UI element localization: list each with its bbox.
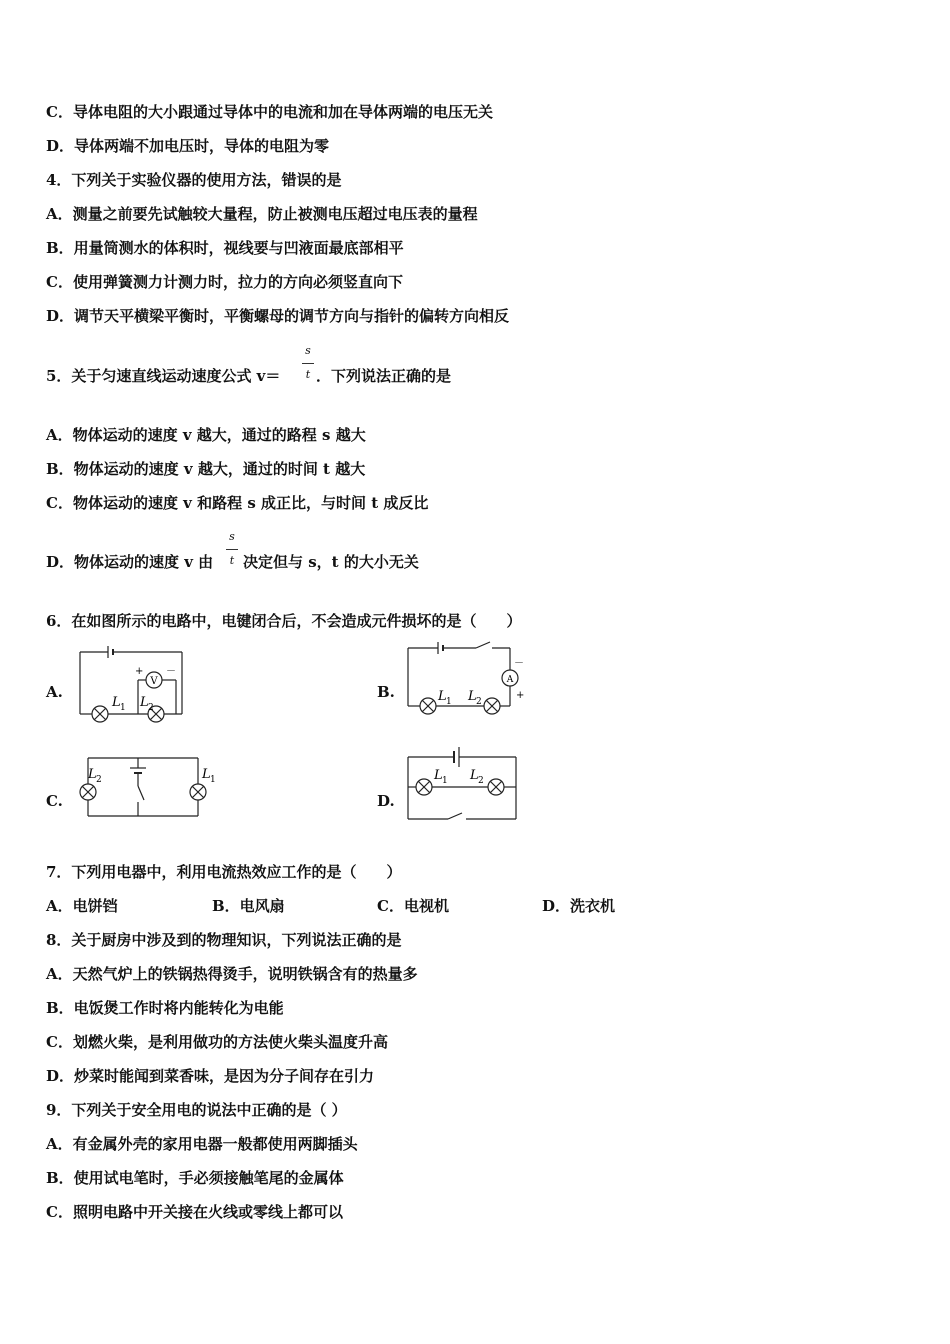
ammeter-label-b: A [506, 675, 514, 685]
lamp-l2-label-b: L [468, 689, 477, 704]
q5-stem-pre: 5．关于匀速直线运动速度公式 v＝ [46, 367, 281, 385]
lamp-l1-label-a: L [112, 695, 121, 710]
lamp-l2-label-c: L [88, 767, 97, 782]
lamp-l2-label-a: L [140, 695, 149, 710]
q5-frac-numerator: s [305, 344, 311, 357]
q5-option-c: C．物体运动的速度 v 和路程 s 成正比，与时间 t 成反比 [46, 494, 429, 512]
q7-option-b: B．电风扇 [212, 897, 285, 915]
q6-label-c: C. [46, 792, 63, 810]
minus-sign-b: － [514, 658, 524, 669]
lamp-l2-sub-a: 2 [148, 703, 154, 713]
q5-stem-post: ．下列说法正确的是 [316, 367, 452, 385]
q8-option-b: B．电饭煲工作时将内能转化为电能 [46, 999, 284, 1017]
q9-option-c: C．照明电路中开关接在火线或零线上都可以 [46, 1203, 343, 1221]
voltmeter-label-a: V [150, 676, 158, 687]
q3-option-c: C．导体电阻的大小跟通过导体中的电流和加在导体两端的电压无关 [46, 103, 493, 121]
plus-sign-a: + [135, 666, 144, 677]
lamp-l1-label-c: L [202, 767, 211, 782]
lamp-l1-sub-a: 1 [120, 703, 126, 713]
lamp-l1-label-b: L [438, 689, 447, 704]
minus-sign-a: － [166, 666, 176, 677]
q7-option-c: C．电视机 [377, 897, 449, 915]
lamp-l1-label-d: L [434, 768, 443, 783]
q5-frac-bar [302, 363, 314, 364]
lamp-l1-sub-d: 1 [442, 776, 448, 786]
q9-stem: 9．下列关于安全用电的说法中正确的是（ ） [46, 1101, 347, 1119]
lamp-l2-label-d: L [470, 768, 479, 783]
q4-stem: 4．下列关于实验仪器的使用方法，错误的是 [46, 171, 342, 189]
q6-label-b: B. [377, 683, 395, 701]
q8-stem: 8．关于厨房中涉及到的物理知识，下列说法正确的是 [46, 931, 402, 949]
q6-stem: 6．在如图所示的电路中，电键闭合后，不会造成元件损坏的是（ ） [46, 612, 522, 630]
circuit-diagram-b [402, 640, 532, 720]
circuit-diagram-c [72, 752, 232, 824]
q9-option-a: A．有金属外壳的家用电器一般都使用两脚插头 [46, 1135, 358, 1153]
lamp-l1-sub-c: 1 [210, 775, 216, 785]
q7-option-d: D．洗衣机 [542, 897, 616, 915]
q9-option-b: B．使用试电笔时，手必须接触笔尾的金属体 [46, 1169, 344, 1187]
q5d-frac-numerator: s [229, 530, 235, 543]
lamp-l1-sub-b: 1 [446, 697, 452, 707]
plus-sign-b: + [516, 690, 525, 701]
q7-option-a: A．电饼铛 [46, 897, 118, 915]
q5-option-d-post: 决定但与 s，t 的大小无关 [243, 553, 419, 571]
q5-option-d-pre: D．物体运动的速度 v 由 [46, 553, 214, 571]
circuit-diagram-d [402, 745, 527, 825]
lamp-l2-sub-d: 2 [478, 776, 484, 786]
q8-option-d: D．炒菜时能闻到菜香味，是因为分子间存在引力 [46, 1067, 375, 1085]
circuit-diagram-a [72, 646, 192, 726]
q4-option-b: B．用量筒测水的体积时，视线要与凹液面最底部相平 [46, 239, 404, 257]
q7-stem: 7．下列用电器中，利用电流热效应工作的是（ ） [46, 863, 402, 881]
q4-option-d: D．调节天平横梁平衡时，平衡螺母的调节方向与指针的偏转方向相反 [46, 307, 510, 325]
q5d-frac-bar [226, 549, 238, 550]
q4-option-a: A．测量之前要先试触较大量程，防止被测电压超过电压表的量程 [46, 205, 478, 223]
q5d-frac-denominator: t [229, 554, 235, 567]
q5-option-a: A．物体运动的速度 v 越大，通过的路程 s 越大 [46, 426, 366, 444]
q8-option-c: C．划燃火柴，是利用做功的方法使火柴头温度升高 [46, 1033, 388, 1051]
lamp-l2-sub-b: 2 [476, 697, 482, 707]
q5-frac-denominator: t [305, 368, 311, 381]
q4-option-c: C．使用弹簧测力计测力时，拉力的方向必须竖直向下 [46, 273, 403, 291]
lamp-l2-sub-c: 2 [96, 775, 102, 785]
q3-option-d: D．导体两端不加电压时，导体的电阻为零 [46, 137, 330, 155]
q6-label-a: A. [46, 683, 63, 701]
q8-option-a: A．天然气炉上的铁锅热得烫手，说明铁锅含有的热量多 [46, 965, 418, 983]
q6-label-d: D. [377, 792, 395, 810]
q5-option-b: B．物体运动的速度 v 越大，通过的时间 t 越大 [46, 460, 366, 478]
